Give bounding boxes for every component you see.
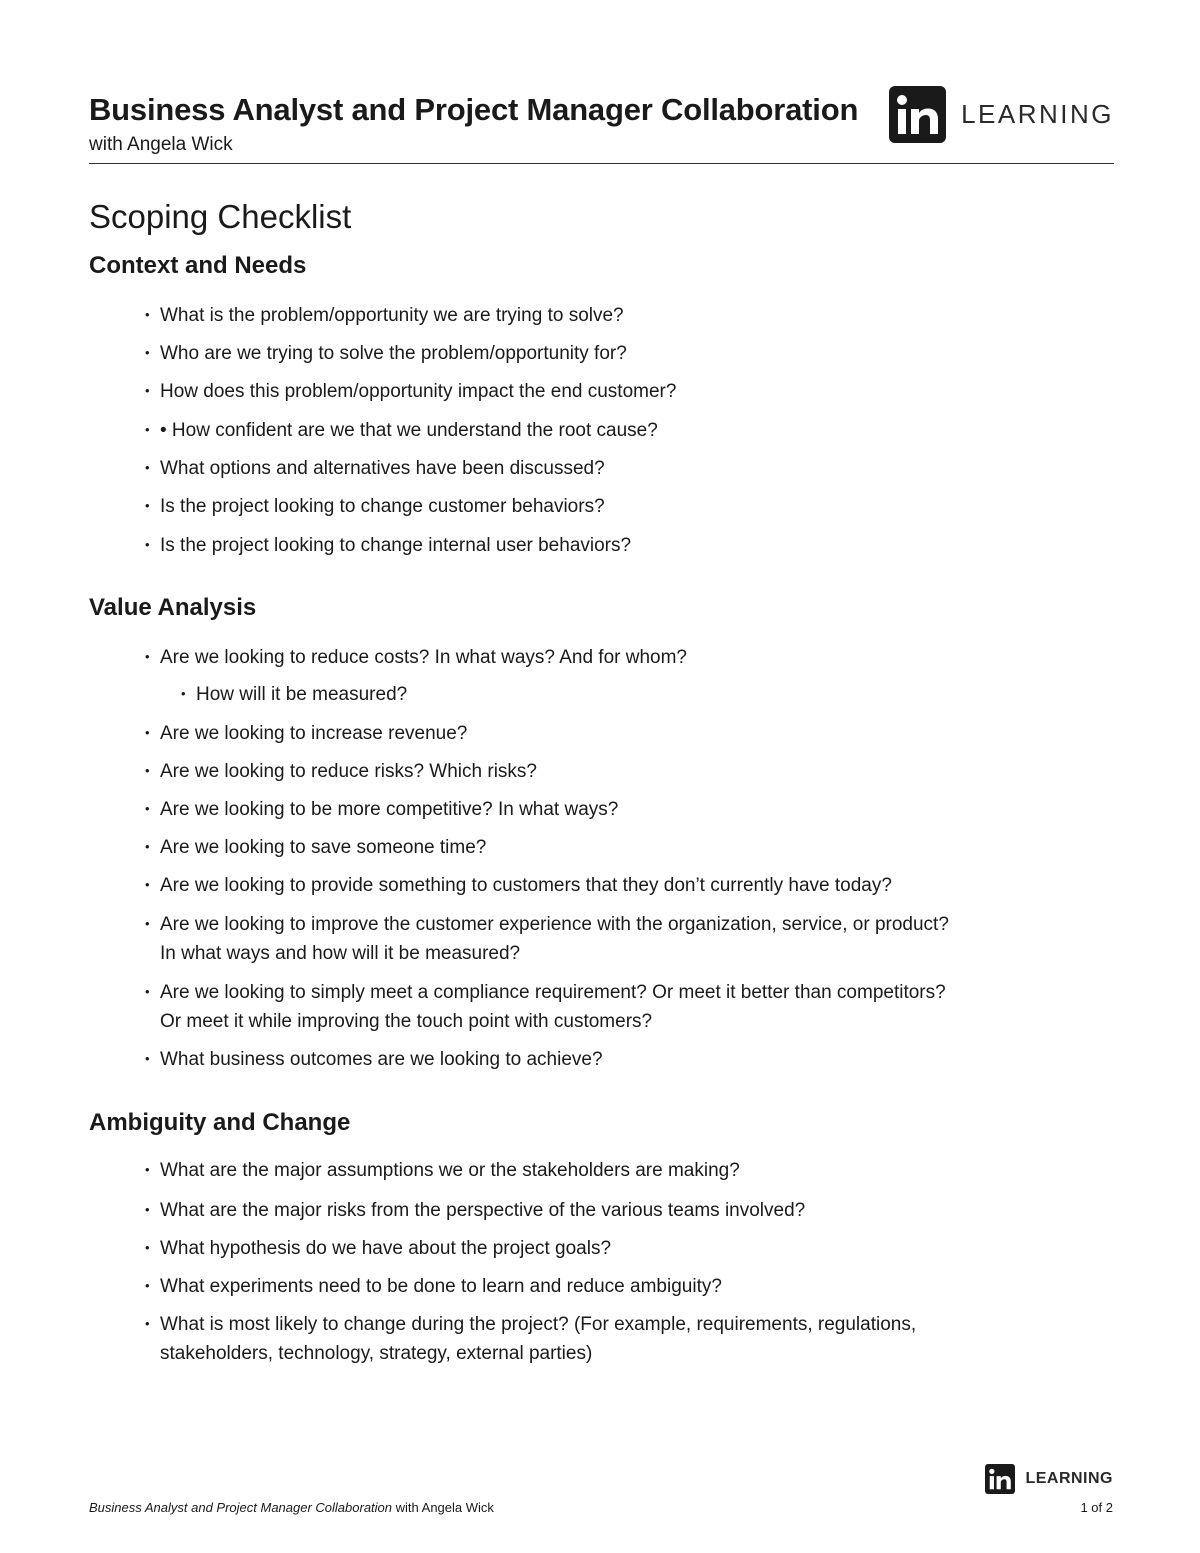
list-item: • Are we looking to be more competitive? In what ways? <box>145 794 618 824</box>
list-item: • • How confident are we that we understand the root cause? <box>145 415 658 445</box>
bullet: • <box>145 916 150 931</box>
document-header <box>89 90 1114 164</box>
checklist-title: Scoping Checklist <box>89 198 352 235</box>
bullet: • <box>145 1162 150 1177</box>
bullet: • <box>181 686 186 701</box>
footer-linkedin-learning-logo <box>985 1464 1113 1494</box>
list-item: • Are we looking to reduce costs? In what ways? And for whom? <box>145 642 687 672</box>
bullet: • <box>145 1051 150 1066</box>
bullet: • <box>145 345 150 360</box>
bullet: • <box>145 498 150 513</box>
list-item: • What options and alternatives have been discussed? <box>145 453 605 483</box>
bullet: • <box>145 422 150 437</box>
bullet: • <box>145 1278 150 1293</box>
bullet: • <box>145 460 150 475</box>
footer-course-title: Business Analyst and Project Manager Collaboration with Angela Wick <box>89 1500 494 1515</box>
list-item: • What are the major risks from the perspective of the various teams involved? <box>145 1195 805 1225</box>
section-heading-context-and-needs: Context and Needs <box>89 252 307 279</box>
bullet: • <box>145 383 150 398</box>
learning-wordmark: LEARNING <box>961 99 1114 129</box>
bullet: • <box>145 801 150 816</box>
bullet: • <box>145 1240 150 1255</box>
list-item: • What hypothesis do we have about the project goals? <box>145 1233 611 1263</box>
sub-list-item: • How will it be measured? <box>181 679 407 709</box>
list-item: • Are we looking to provide something to customers that they don’t currently have today? <box>145 870 892 900</box>
list-item: • What business outcomes are we looking to achieve? <box>145 1044 603 1074</box>
section-heading-ambiguity-and-change: Ambiguity and Change <box>89 1109 351 1136</box>
list-item: • Is the project looking to change internal user behaviors? <box>145 530 631 560</box>
list-item: • What are the major assumptions we or the stakeholders are making? <box>145 1155 740 1185</box>
bullet: • <box>145 839 150 854</box>
list-item: • Who are we trying to solve the problem/opportunity for? <box>145 338 627 368</box>
list-item: • Are we looking to save someone time? <box>145 832 486 862</box>
bullet: • <box>145 763 150 778</box>
document-title: Business Analyst and Project Manager Collaboration <box>89 92 859 127</box>
list-item: • Are we looking to increase revenue? <box>145 718 467 748</box>
bullet: • <box>145 1202 150 1217</box>
list-item: • What experiments need to be done to learn and reduce ambiguity? <box>145 1271 722 1301</box>
page-number: 1 of 2 <box>1080 1500 1113 1515</box>
linkedin-learning-logo <box>889 86 1114 143</box>
bullet: • <box>145 307 150 322</box>
linkedin-in-icon <box>985 1464 1015 1494</box>
learning-wordmark: LEARNING <box>1025 1470 1113 1487</box>
list-item: • Are we looking to simply meet a compliance requirement? Or meet it better than competitors? Or meet it while improving the touch point with customers? <box>145 977 946 1036</box>
document-subtitle: with Angela Wick <box>89 134 233 155</box>
list-item: • Are we looking to improve the customer experience with the organization, service, or product? In what ways and how will it be measured? <box>145 909 949 968</box>
bullet: • <box>145 725 150 740</box>
bullet: • <box>145 877 150 892</box>
list-item: • How does this problem/opportunity impact the end customer? <box>145 376 676 406</box>
list-item: • What is the problem/opportunity we are trying to solve? <box>145 300 624 330</box>
list-item: • Is the project looking to change customer behaviors? <box>145 491 605 521</box>
bullet: • <box>145 537 150 552</box>
bullet: • <box>145 1316 150 1331</box>
section-heading-value-analysis: Value Analysis <box>89 594 257 621</box>
list-item: • Are we looking to reduce risks? Which risks? <box>145 756 537 786</box>
linkedin-in-icon <box>889 86 946 143</box>
bullet: • <box>145 649 150 664</box>
list-item: • What is most likely to change during the project? (For example, requirements, regulations, stakeholders, technology, strategy, external parties) <box>145 1309 916 1368</box>
bullet: • <box>145 984 150 999</box>
